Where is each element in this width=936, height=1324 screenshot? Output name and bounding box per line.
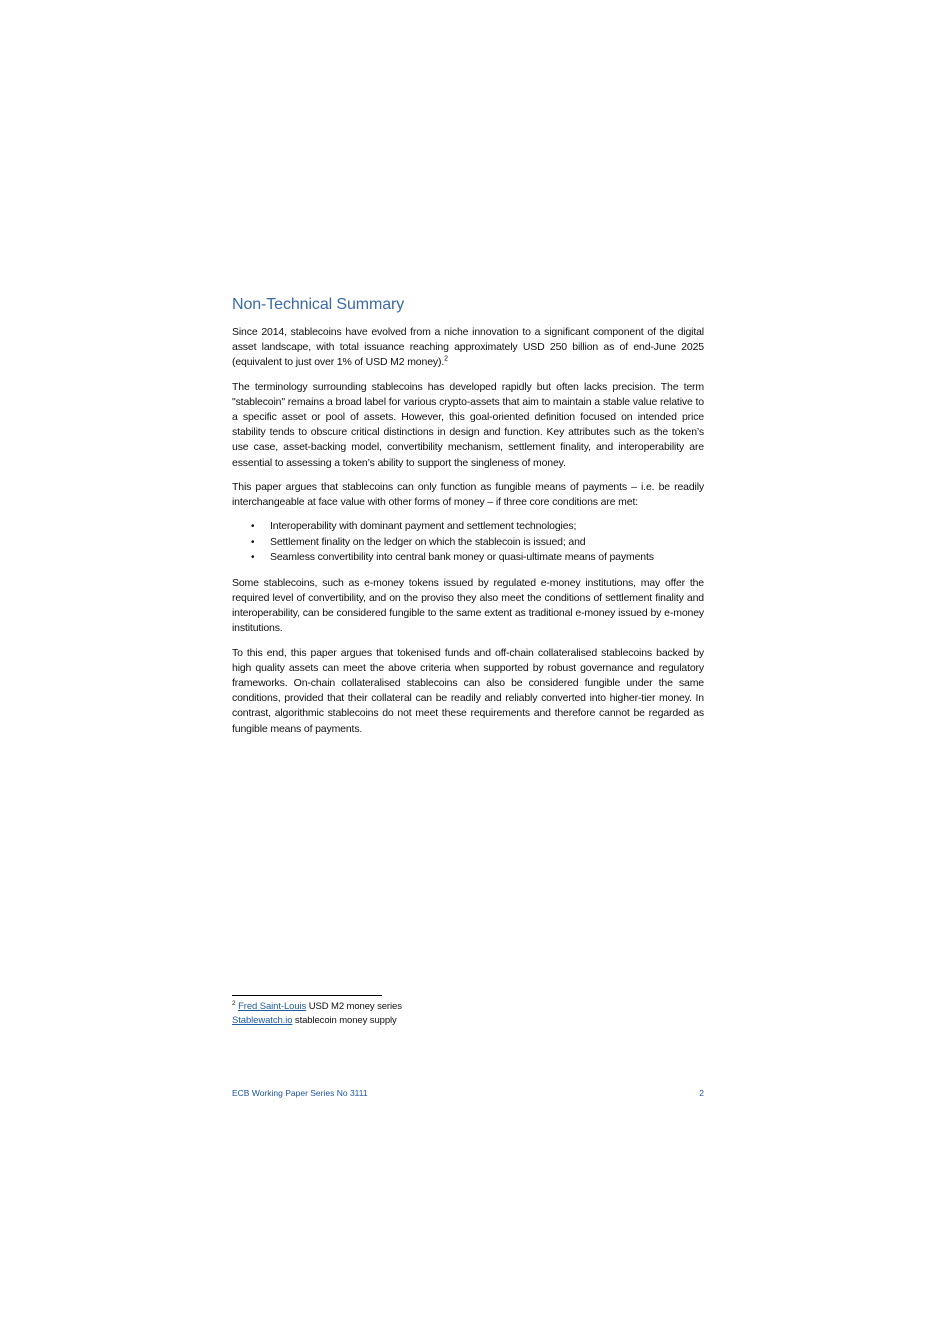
main-content xyxy=(232,296,704,746)
conditions-list xyxy=(232,519,704,566)
list-item-text: Settlement finality on the ledger on which the stablecoin is issued; and xyxy=(270,535,586,548)
page-number: 2 xyxy=(699,1088,704,1098)
paragraph-conclusion: To this end, this paper argues that tokenised funds and off-chain collateralised stablecoins backed by high quality assets can meet the above criteria when supported by robust governance and regulatory frameworks. On-chain collateralised stablecoins can also be considered fungible under the same conditions, provided that their collateral can be readily and reliably converted into higher-tier money. In contrast, algorithmic stablecoins do not meet these requirements and therefore cannot be regarded as fungible means of payments. xyxy=(232,646,704,735)
footnote-line-2-text: stablecoin money supply xyxy=(292,1015,397,1026)
footnote-line-2 xyxy=(232,1014,704,1028)
bullet-icon: • xyxy=(251,552,255,564)
paragraph-intro-text: Since 2014, stablecoins have evolved from a niche innovation to a significant component of the digital asset landscape, with total issuance reaching approximately USD 250 billion as of end-June 2025 (equivalent to just over 1% of USD M2 money). xyxy=(232,326,704,369)
footnote-number: 2 xyxy=(232,999,236,1007)
bullet-icon: • xyxy=(251,521,255,533)
series-label: ECB Working Paper Series No 3111 xyxy=(232,1088,368,1098)
footnote-line-1-text: USD M2 money series xyxy=(306,1001,402,1012)
list-item xyxy=(232,535,704,551)
paragraph-terminology: The terminology surrounding stablecoins has developed rapidly but often lacks precision. The term "stablecoin" remains a broad label for various crypto-assets that aim to maintain a stable value relative to a specific asset or pool of assets. However, this goal-oriented definition focused on intended price stability tends to obscure critical distinctions in design and function. Key attributes such as the token’s use case, asset-backing model, convertibility mechanism, settlement finality, and interoperability are essential to assessing a token’s ability to support the singleness of money. xyxy=(232,380,704,469)
footnote-ref[interactable]: 2 xyxy=(444,355,448,363)
list-item-text: Interoperability with dominant payment and settlement technologies; xyxy=(270,520,577,533)
bullet-icon: • xyxy=(251,536,255,548)
section-heading: Non-Technical Summary xyxy=(232,296,405,313)
footnote-line-1 xyxy=(232,1000,704,1014)
footnotes xyxy=(232,1000,704,1028)
list-item-text: Seamless convertibility into central bank money or quasi-ultimate means of payments xyxy=(270,551,654,564)
stablewatch-link[interactable]: Stablewatch.io xyxy=(232,1015,293,1026)
fred-link[interactable]: Fred Saint-Louis xyxy=(238,1001,307,1012)
list-item xyxy=(232,519,704,535)
paragraph-argument: This paper argues that stablecoins can only function as fungible means of payments – i.e. be readily interchangeable at face value with other forms of money – if three core conditions are met: xyxy=(232,480,704,509)
paragraph-intro xyxy=(232,325,704,371)
paragraph-emoney: Some stablecoins, such as e-money tokens issued by regulated e-money institutions, may offer the required level of convertibility, and on the proviso they also meet the conditions of settlement finality and interoperability, can be considered fungible to the same extent as traditional e-money issued by e-money institutions. xyxy=(232,576,704,635)
footnote-divider xyxy=(232,995,382,996)
list-item xyxy=(232,550,704,566)
page-footer xyxy=(232,1088,704,1098)
